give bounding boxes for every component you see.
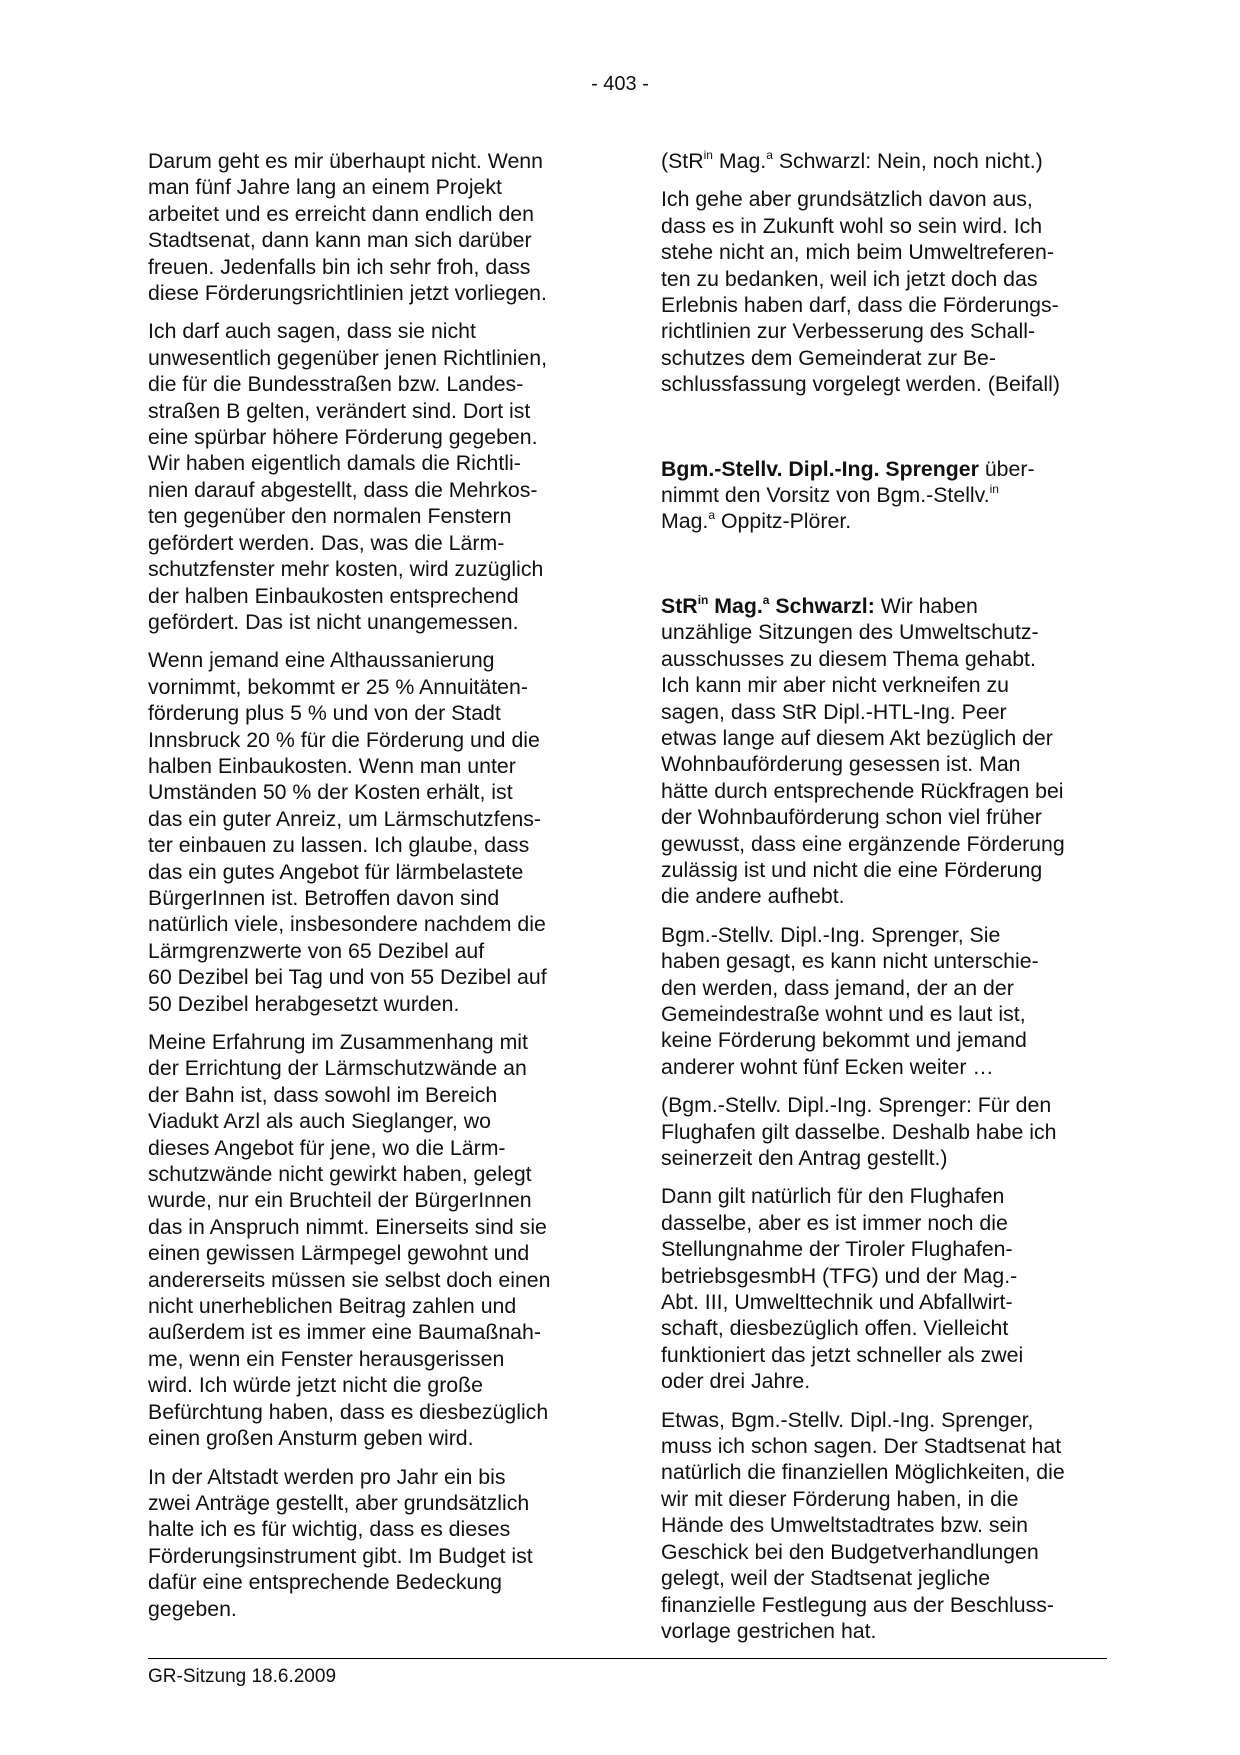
text-line: Etwas, Bgm.-Stellv. Dipl.-Ing. Sprenger, bbox=[661, 1407, 1034, 1432]
interjection bbox=[661, 1092, 1106, 1171]
text-line: richtlinien zur Verbesserung des Schall- bbox=[661, 319, 1036, 344]
text-line: förderung plus 5 % und von der Stadt bbox=[148, 701, 501, 726]
text-line: Dann gilt natürlich für den Flughafen bbox=[661, 1184, 1005, 1209]
text-line: zulässig ist und nicht die eine Förderung bbox=[661, 857, 1043, 882]
text-line: Ich kann mir aber nicht verkneifen zu bbox=[661, 673, 1010, 698]
paragraph bbox=[661, 922, 1106, 1080]
text-line: Gemeindestraße wohnt und es laut ist, bbox=[661, 1001, 1026, 1026]
text-line: vorlage gestrichen hat. bbox=[661, 1618, 877, 1643]
text-line: ten zu bedanken, weil ich jetzt doch das bbox=[661, 266, 1038, 291]
text-line: gefördert werden. Das, was die Lärm- bbox=[148, 530, 505, 555]
paragraph bbox=[148, 647, 590, 1017]
text-line: das in Anspruch nimmt. Einerseits sind sie bbox=[148, 1214, 547, 1239]
text-line: Förderungsinstrument gibt. Im Budget ist bbox=[148, 1543, 533, 1568]
text-line: stehe nicht an, mich beim Umweltreferen- bbox=[661, 240, 1054, 265]
text-line: natürlich viele, insbesondere nachdem die bbox=[148, 912, 546, 937]
text-line: gegeben. bbox=[148, 1596, 237, 1621]
text-line: dafür eine entsprechende Bedeckung bbox=[148, 1570, 503, 1595]
text-line: 60 Dezibel bei Tag und von 55 Dezibel auf bbox=[148, 965, 547, 990]
text-line: man fünf Jahre lang an einem Projekt bbox=[148, 175, 502, 200]
text-line: einen gewissen Lärmpegel gewohnt und bbox=[148, 1241, 530, 1266]
text-line: schutzes dem Gemeinderat zur Be- bbox=[661, 345, 996, 370]
text-line: hätte durch entsprechende Rückfragen bei bbox=[661, 778, 1064, 803]
text-line: BürgerInnen ist. Betroffen davon sind bbox=[148, 885, 500, 910]
text-line: In der Altstadt werden pro Jahr ein bis bbox=[148, 1464, 506, 1489]
text-line: diese Förderungsrichtlinien jetzt vorliegen. bbox=[148, 281, 547, 306]
text-line: anderer wohnt fünf Ecken weiter … bbox=[661, 1054, 994, 1079]
text-line: dieses Angebot für jene, wo die Lärm- bbox=[148, 1135, 506, 1160]
text-line: halte ich es für wichtig, dass es dieses bbox=[148, 1517, 511, 1542]
right-column bbox=[661, 148, 1106, 1656]
chair-change-note: Bgm.-Stellv. Dipl.-Ing. Sprenger über- nimmt den Vorsitz von Bgm.-Stellv.$^{in}$ Mag.$^a$ Oppitz-Plörer. bbox=[661, 456, 1035, 534]
paragraph bbox=[661, 186, 1106, 397]
text-line: keine Förderung bekommt und jemand bbox=[661, 1028, 1027, 1053]
text-line: sagen, dass StR Dipl.-HTL-Ing. Peer bbox=[661, 699, 1007, 724]
text-line: Viadukt Arzl als auch Sieglanger, wo bbox=[148, 1109, 491, 1134]
text-line: den werden, dass jemand, der an der bbox=[661, 975, 1014, 1000]
text-line: Stellungnahme der Tiroler Flughafen- bbox=[661, 1237, 1013, 1262]
text-line: Darum geht es mir überhaupt nicht. Wenn bbox=[148, 149, 543, 173]
text-line: wurde, nur ein Bruchteil der BürgerInnen bbox=[148, 1188, 532, 1213]
paragraph bbox=[661, 1183, 1106, 1394]
text-line: gelegt, weil der Stadtsenat jegliche bbox=[661, 1566, 991, 1591]
text-line: gewusst, dass eine ergänzende Förderung bbox=[661, 831, 1065, 856]
text-line: (Bgm.-Stellv. Dipl.-Ing. Sprenger: Für den bbox=[661, 1093, 1052, 1118]
text-line: dasselbe, aber es ist immer noch die bbox=[661, 1210, 1008, 1235]
text-line: der Bahn ist, dass sowohl im Bereich bbox=[148, 1082, 498, 1107]
text-line: Stadtsenat, dann kann man sich darüber bbox=[148, 228, 532, 253]
text-line: halben Einbaukosten. Wenn man unter bbox=[148, 753, 516, 778]
text-line: freuen. Jedenfalls bin ich sehr froh, dass bbox=[148, 254, 531, 279]
text-line: Ich darf auch sagen, dass sie nicht bbox=[148, 319, 476, 344]
text-line: Innsbruck 20 % für die Förderung und die bbox=[148, 727, 540, 752]
text-line: außerdem ist es immer eine Baumaßnah- bbox=[148, 1320, 541, 1345]
paragraph bbox=[661, 1407, 1106, 1645]
text-line: die andere aufhebt. bbox=[661, 884, 845, 909]
text-line: Bgm.-Stellv. Dipl.-Ing. Sprenger, Sie bbox=[661, 922, 1001, 947]
text-line: wird. Ich würde jetzt nicht die große bbox=[148, 1373, 483, 1398]
text-line: 50 Dezibel herabgesetzt wurden. bbox=[148, 991, 460, 1016]
text-line: schutzwände nicht gewirkt haben, gelegt bbox=[148, 1162, 532, 1187]
text-line: gefördert. Das ist nicht unangemessen. bbox=[148, 609, 519, 634]
paragraph bbox=[148, 1029, 590, 1452]
text-line: wir mit dieser Förderung haben, in die bbox=[661, 1486, 1019, 1511]
speech-paragraph: StR$^{in}$ Mag.$^a$ Schwarzl: Wir haben unzählige Sitzungen des Umweltschutz- ausschusses zu diesem Thema gehabt. Ich kann mir aber nicht verkneifen zu sagen, dass StR Dipl.-HTL-Ing. Peer etwas lange auf diesem Akt bezüglich der Wohnbauförderung gesessen ist. Man hätte durch entsprechende Rückfragen bei der Wohnbauförderung schon viel früher gewusst, dass eine ergänzende Förderung zulässig ist und nicht die eine Förderung die andere aufhebt. bbox=[661, 593, 1106, 910]
text-line: Wir haben eigentlich damals die Richtli- bbox=[148, 451, 521, 476]
text-line: andererseits müssen sie selbst doch einen bbox=[148, 1267, 551, 1292]
text-line: haben gesagt, es kann nicht unterschie- bbox=[661, 949, 1039, 974]
text-line: arbeitet und es erreicht dann endlich den bbox=[148, 201, 534, 226]
speaker-name: StR$^{in}$ Mag.$^a$ Schwarzl: bbox=[661, 592, 875, 618]
paragraph bbox=[148, 318, 590, 635]
text-line: unzählige Sitzungen des Umweltschutz- bbox=[661, 620, 1039, 645]
text-line: etwas lange auf diesem Akt bezüglich der bbox=[661, 725, 1053, 750]
text-line: natürlich die finanziellen Möglichkeiten, die bbox=[661, 1460, 1065, 1485]
text-line: Abt. III, Umwelttechnik und Abfallwirt- bbox=[661, 1290, 1013, 1315]
text-line: ter einbauen zu lassen. Ich glaube, dass bbox=[148, 833, 530, 858]
footer-session-date: GR-Sitzung 18.6.2009 bbox=[148, 1666, 337, 1687]
text-line: zwei Anträge gestellt, aber grundsätzlich bbox=[148, 1490, 530, 1515]
text-line: der halben Einbaukosten entsprechend bbox=[148, 583, 519, 608]
text-line: Lärmgrenzwerte von 65 Dezibel auf bbox=[148, 938, 485, 963]
left-column bbox=[148, 148, 590, 1634]
text-line: betriebsgesmbH (TFG) und der Mag.- bbox=[661, 1263, 1018, 1288]
text-line: ausschusses zu diesem Thema gehabt. bbox=[661, 646, 1036, 671]
page-number: - 403 - bbox=[591, 73, 649, 95]
text-line: Wohnbauförderung gesessen ist. Man bbox=[661, 752, 1021, 777]
text-line: Ich gehe aber grundsätzlich davon aus, bbox=[661, 187, 1033, 212]
text-line: Befürchtung haben, dass es diesbezüglich bbox=[148, 1399, 549, 1424]
text-line: muss ich schon sagen. Der Stadtsenat hat bbox=[661, 1434, 1062, 1459]
text-line: finanzielle Festlegung aus der Beschluss- bbox=[661, 1592, 1055, 1617]
text-line: eine spürbar höhere Förderung gegeben. bbox=[148, 425, 538, 450]
text-line: nicht unerheblichen Beitrag zahlen und bbox=[148, 1294, 517, 1319]
text-line: funktioniert das jetzt schneller als zwei bbox=[661, 1342, 1024, 1367]
text-line: die für die Bundesstraßen bzw. Landes- bbox=[148, 372, 524, 397]
text-line: ten gegenüber den normalen Fenstern bbox=[148, 504, 512, 529]
text-line: der Errichtung der Lärmschutzwände an bbox=[148, 1056, 527, 1081]
text-line: das ein gutes Angebot für lärmbelastete bbox=[148, 859, 524, 884]
text-line: schutzfenster mehr kosten, wird zuzüglich bbox=[148, 557, 544, 582]
text-line: me, wenn ein Fenster herausgerissen bbox=[148, 1346, 505, 1371]
text-line: dass es in Zukunft wohl so sein wird. Ich bbox=[661, 213, 1043, 238]
paragraph bbox=[148, 1464, 590, 1622]
text-line: Hände des Umweltstadtrates bzw. sein bbox=[661, 1513, 1028, 1538]
text-line: seinerzeit den Antrag gestellt.) bbox=[661, 1146, 948, 1170]
text-line: das ein guter Anreiz, um Lärmschutzfens- bbox=[148, 806, 541, 831]
text-line: vornimmt, bekommt er 25 % Annuitäten- bbox=[148, 674, 528, 699]
text-line: Meine Erfahrung im Zusammenhang mit bbox=[148, 1030, 528, 1054]
interjection: (StR$^{in}$ Mag.$^a$ Schwarzl: Nein, noch nicht.) bbox=[661, 148, 1043, 173]
text-line: oder drei Jahre. bbox=[661, 1369, 811, 1394]
text-line: der Wohnbauförderung schon viel früher bbox=[661, 805, 1042, 830]
text-line: Umständen 50 % der Kosten erhält, ist bbox=[148, 780, 513, 805]
text-line: Geschick bei den Budgetverhandlungen bbox=[661, 1539, 1039, 1564]
text-line: Erlebnis haben darf, dass die Förderungs- bbox=[661, 293, 1059, 318]
text-line: unwesentlich gegenüber jenen Richtlinien, bbox=[148, 345, 547, 370]
text-line: Wenn jemand eine Althaussanierung bbox=[148, 648, 495, 673]
text-line: nien darauf abgestellt, dass die Mehrkos- bbox=[148, 477, 538, 502]
text-line: schaft, diesbezüglich offen. Vielleicht bbox=[661, 1316, 1009, 1341]
speaker-name: Bgm.-Stellv. Dipl.-Ing. Sprenger bbox=[661, 456, 979, 481]
paragraph bbox=[148, 148, 590, 306]
text-line: Flughafen gilt dasselbe. Deshalb habe ich bbox=[661, 1119, 1057, 1144]
footer-divider bbox=[148, 1658, 1107, 1659]
text-line: einen großen Ansturm geben wird. bbox=[148, 1426, 474, 1451]
text-line: schlussfassung vorgelegt werden. (Beifall) bbox=[661, 372, 1060, 397]
text-line: straßen B gelten, verändert sind. Dort ist bbox=[148, 398, 531, 423]
